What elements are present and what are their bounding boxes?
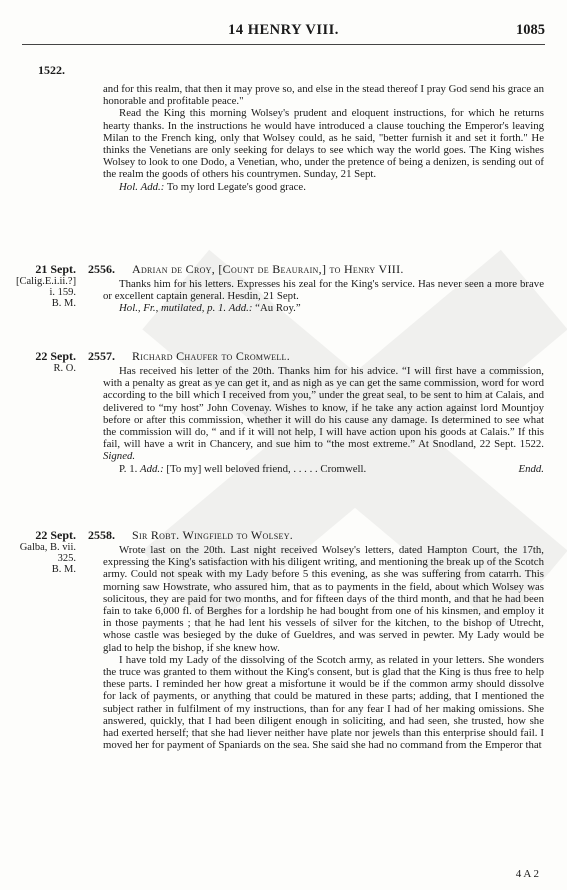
entry-ref: B. M. [51, 298, 76, 309]
entry-margin-2556 [16, 262, 76, 309]
signed-mark: Signed. [103, 450, 136, 463]
continuation-block [103, 83, 544, 193]
continuation-line: and for this realm, that then it may prove so, and else in the stead thereof I pray God send his grace an honorable and profitable peace." [103, 83, 544, 108]
entry-ref: B. M. [51, 564, 76, 575]
entry-date: 22 Sept. [35, 528, 76, 542]
entry-text: Thanks him for his letters. Expresses his zeal for the King's service. Has never seen a more brave or excellent captain general. Hesdin, 21 Sept. [103, 278, 544, 303]
entry-margin-2557 [16, 349, 76, 374]
entry-ref: R. O. [53, 363, 76, 374]
note-lead: P. 1. [119, 462, 138, 475]
entry-text [103, 365, 544, 463]
header-rule [22, 44, 545, 45]
entry-number: 2556. [88, 262, 115, 276]
note-add: Add.: [140, 180, 165, 193]
margin-year: 1522. [38, 63, 65, 77]
entry-ref: [Calig.E.i.ii.?] [16, 276, 77, 287]
note-lead: Hol. [119, 180, 138, 193]
entry-title: Richard Chaufer to Cromwell. [132, 349, 291, 363]
note-add: Add.: [140, 462, 164, 475]
entry-ref: Galba, B. vii. [19, 542, 76, 553]
entry-paragraph: I have told my Lady of the dissolving of the Scotch army, as related in your letters. She wonders the truce was granted to them without the King's consent, but is glad that the King is thus free to help these parts. I reminded her how great a misfortune it would be if the common army should dissolve for lack of payments, or anything that could be matured in these parts; adding, that I mentioned the subject rather in fulfilment of my instructions, than for any fear I had of her making omissions. She answered, quickly, that I had been diligent enough in soliciting, and had seen, she trusted, how she had exerted herself; that she had liever neither have plate nor jewels than this enterprise should fail. I moved her for payment of Spaniards on the sea. She said she had no command from the Emperor that [103, 653, 544, 752]
entry-text-content: Has received his letter of the 20th. Thanks him for his advice. “I will first have a commission, with a penalty as great as ye can get it, and as nigh as ye can get the same commission, word for word according to the bill which I received from you,” under the great seal, to be sent to him at Calais, and delivered to “my host” John Covenay. Wishes to know, if he take any action against lord Mountjoy before or after this commission, whether it will do his cause any damage. Is determined to see what the commission will do, “ and if it will not help, I will have action upon his goods at Calais.” If this fail, will have a writ in Chancery, and sue him to “the most extreme.” At Snodland, 22 Sept. 1522. [103, 365, 544, 451]
note-endorsed: Endd. [518, 462, 544, 475]
entry-heading-2558 [88, 528, 548, 542]
entry-heading-2557 [88, 349, 548, 363]
note-lead: Hol., Fr., mutilated, p. 1. [119, 302, 227, 315]
entry-number: 2558. [88, 528, 115, 542]
entry-date: 22 Sept. [35, 349, 76, 363]
continuation-paragraph: Read the King this morning Wolsey's prudent and eloquent instructions, for which he returns hearty thanks. In the instructions he would have introduced a clause touching the Emperor's leaving Milan to the French king, only that Wolsey could, as he said, "better furnish it and set it forth." He thinks the Venetians are only seeking for delays to see which way the world goes. The King wishes Wolsey to look to one Dodo, a Venetian, who, under the pretence of being a denizen, is sending out of the realm the goods of others his countrymen. Sunday, 21 Sept. [103, 107, 544, 181]
entry-note [103, 302, 544, 314]
continuation-note [103, 181, 544, 193]
note-text: To my lord Legate's good grace. [166, 180, 306, 193]
note-text: “Au Roy.” [255, 302, 301, 315]
running-title: 14 HENRY VIII. [228, 22, 339, 38]
note-text: [To my] well beloved friend, . . . . . Cromwell. [166, 462, 367, 475]
entry-ref: i. 159. [49, 287, 76, 298]
signature-mark: 4 A 2 [515, 868, 539, 880]
entry-number: 2557. [88, 349, 115, 363]
entry-margin-2558 [16, 528, 76, 575]
entry-title: Adrian de Croy, [Count de Beaurain,] to Henry VIII. [132, 262, 404, 276]
entry-body-2557 [103, 365, 544, 475]
entry-heading-2556 [88, 262, 548, 276]
entry-date: 21 Sept. [35, 262, 76, 276]
entry-title: Sir Robt. Wingfield to Wolsey. [132, 528, 294, 542]
note-add: Add.: [228, 302, 253, 315]
entry-body-2558 [103, 544, 544, 751]
entry-body-2556 [103, 278, 544, 315]
entry-note [103, 463, 544, 475]
entry-ref: 325. [57, 553, 76, 564]
entry-paragraph: Wrote last on the 20th. Last night received Wolsey's letters, dated Hampton Court, the 17th, expressing the King's satisfaction with his diligent writing, and mentioning the break up of the Scotch army. Could not speak with my Lady before 5 this evening, as she was suffering from catarrh. This morning saw Howstrate, who assured him, that as to payments in the field, about which Wolsey was solicitous, they are paid for two months, and for fifteen days of the third month, and that he had been fain to take 6,000 fl. of Berghes for a lordship he had bought from one of his kinsmen, and employ it in those payments ; that he had lent his vessels of silver for the kitchen, to the bishop of Utrecht, whose castle was besieged by the duke of Gueldres, and was served in pewter. My Lady would be glad to help the bishop, if she knew how. [103, 544, 544, 654]
page-number: 1085 [516, 22, 545, 38]
